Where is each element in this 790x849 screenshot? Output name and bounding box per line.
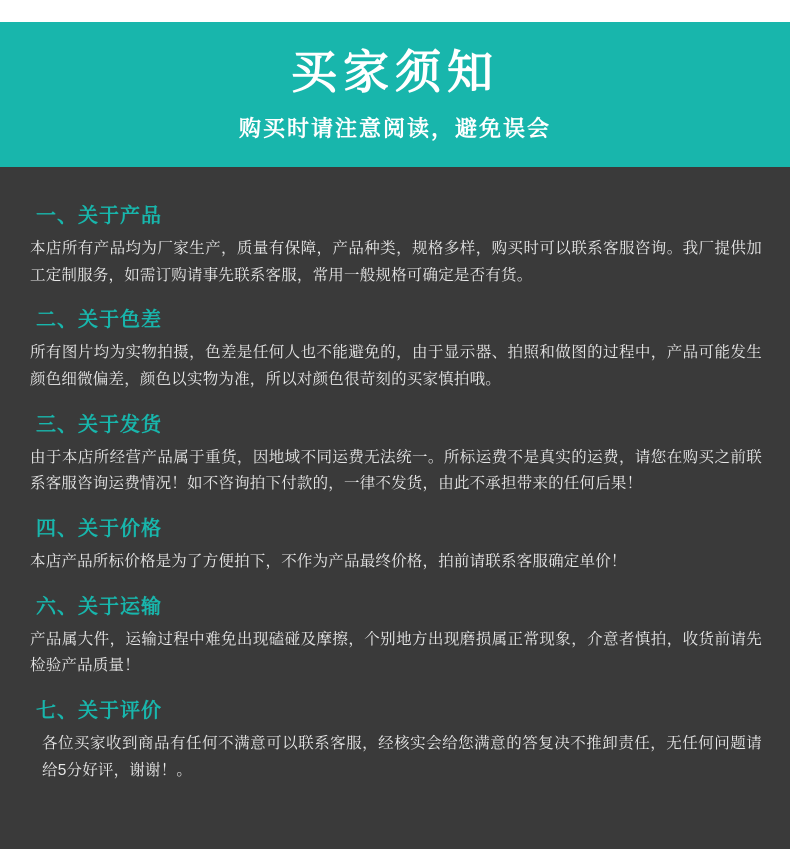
section-body-review: 各位买家收到商品有任何不满意可以联系客服，经核实会给您满意的答复决不推卸责任，无任何问题请给5分好评，谢谢！。 (42, 734, 762, 779)
section-shipping (28, 408, 762, 498)
section-body-price: 本店产品所标价格是为了方便拍下，不作为产品最终价格，拍前请联系客服确定单价！ (30, 552, 627, 570)
section-title-shipping: 三、关于发货 (36, 413, 162, 436)
section-body-product: 本店所有产品均为厂家生产，质量有保障，产品种类，规格多样，购买时可以联系客服咨询。我厂提供加工定制服务，如需订购请事先联系客服，常用一般规格可确定是否有货。 (30, 240, 762, 284)
section-title-product: 一、关于产品 (36, 205, 162, 227)
section-review (28, 694, 762, 784)
section-price (28, 512, 762, 576)
section-body-shipping: 由于本店所经营产品属于重货，因地域不同运费无法统一。所标运费不是真实的运费，请您在购买之前联系客服咨询运费情况！如不咨询拍下付款的，一律不发货，由此不承担带来的任何后果！ (30, 448, 762, 493)
section-transport (28, 590, 762, 680)
section-title-color-difference: 二、关于色差 (36, 309, 162, 332)
banner-title: 买家须知 (291, 45, 499, 98)
top-white-margin (0, 0, 790, 22)
section-product (28, 199, 762, 289)
banner-header (0, 22, 790, 167)
notice-body-panel (0, 167, 790, 849)
section-title-review: 七、关于评价 (36, 699, 162, 722)
banner-subtitle: 购买时请注意阅读，避免误会 (238, 116, 551, 142)
section-color-difference (28, 303, 762, 393)
section-title-transport: 六、关于运输 (36, 595, 162, 618)
section-title-price: 四、关于价格 (36, 517, 162, 540)
section-body-transport: 产品属大件，运输过程中难免出现磕碰及摩擦，个别地方出现磨损属正常现象，介意者慎拍，收货前请先检验产品质量！ (30, 630, 762, 675)
section-body-color-difference: 所有图片均为实物拍摄，色差是任何人也不能避免的，由于显示器、拍照和做图的过程中，产品可能发生颜色细微偏差，颜色以实物为准，所以对颜色很苛刻的买家慎拍哦。 (30, 344, 762, 388)
